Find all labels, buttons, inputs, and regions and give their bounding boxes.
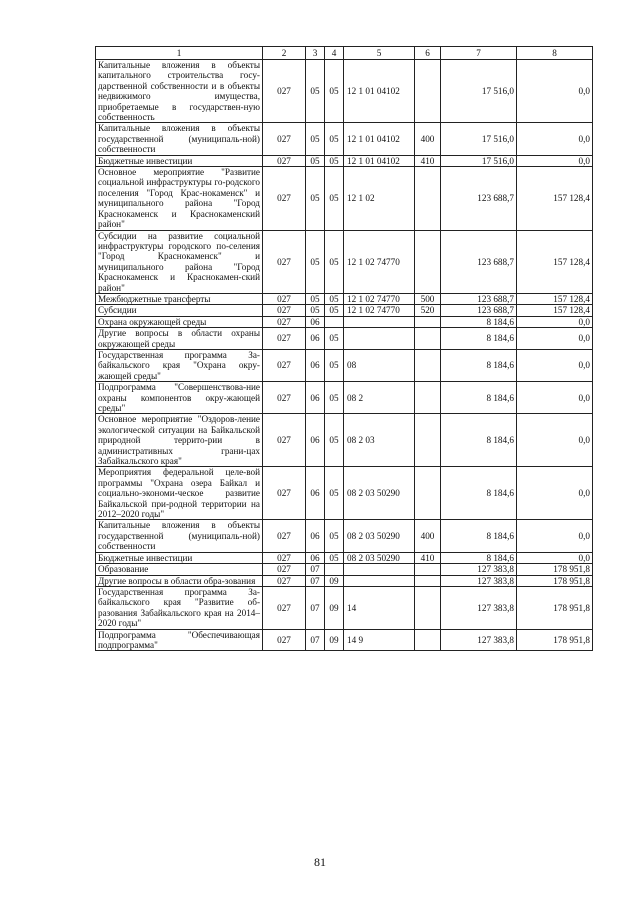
amount-year-2-cell: 0,0 xyxy=(517,467,593,520)
section-code-cell: 06 xyxy=(306,467,325,520)
expense-type-cell xyxy=(415,467,441,520)
amount-year-2-cell: 0,0 xyxy=(517,520,593,552)
amount-year-1-cell: 123 688,7 xyxy=(441,230,517,293)
section-code-cell: 07 xyxy=(306,586,325,629)
section-code-cell: 06 xyxy=(306,552,325,563)
amount-year-1-cell: 17 516,0 xyxy=(441,60,517,123)
subsection-code-cell: 09 xyxy=(325,586,344,629)
grbs-code-cell: 027 xyxy=(263,414,306,467)
expense-type-cell xyxy=(415,564,441,575)
expense-type-cell xyxy=(415,575,441,586)
table-row xyxy=(96,349,593,381)
amount-year-1-cell: 8 184,6 xyxy=(441,520,517,552)
amount-year-2-cell: 178 951,8 xyxy=(517,564,593,575)
row-name-cell: Охрана окружающей среды xyxy=(96,316,263,327)
expense-type-cell xyxy=(415,230,441,293)
row-name-cell: Субсидии xyxy=(96,305,263,316)
section-code-cell: 06 xyxy=(306,414,325,467)
target-article-cell: 12 1 01 04102 xyxy=(344,155,415,166)
row-name-cell: Образование xyxy=(96,564,263,575)
grbs-code-cell: 027 xyxy=(263,349,306,381)
row-name-cell: Капитальные вложения в объекты государственной (муниципаль-ной) собственности xyxy=(96,123,263,155)
expense-type-cell xyxy=(415,328,441,350)
table-row xyxy=(96,230,593,293)
subsection-code-cell: 05 xyxy=(325,293,344,304)
amount-year-2-cell: 0,0 xyxy=(517,349,593,381)
section-code-cell: 05 xyxy=(306,293,325,304)
table-row xyxy=(96,575,593,586)
table-row xyxy=(96,586,593,629)
table-row xyxy=(96,155,593,166)
grbs-code-cell: 027 xyxy=(263,520,306,552)
grbs-code-cell: 027 xyxy=(263,60,306,123)
table-row xyxy=(96,305,593,316)
grbs-code-cell: 027 xyxy=(263,467,306,520)
amount-year-1-cell: 127 383,8 xyxy=(441,586,517,629)
expense-type-cell xyxy=(415,60,441,123)
page-number: 81 xyxy=(314,855,326,869)
amount-year-2-cell: 157 128,4 xyxy=(517,167,593,230)
grbs-code-cell: 027 xyxy=(263,155,306,166)
row-name-cell: Другие вопросы в области обра-зования xyxy=(96,575,263,586)
target-article-cell: 08 2 xyxy=(344,382,415,414)
row-name-cell: Межбюджетные трансферты xyxy=(96,293,263,304)
subsection-code-cell: 05 xyxy=(325,305,344,316)
amount-year-1-cell: 8 184,6 xyxy=(441,316,517,327)
row-name-cell: Мероприятия федеральной целе-вой программы "Охрана озера Байкал и социально-экономи-ческое развитие Байкальской при-родной территории на 2012–2020 годы" xyxy=(96,467,263,520)
section-code-cell: 06 xyxy=(306,520,325,552)
target-article-cell: 12 1 01 04102 xyxy=(344,123,415,155)
target-article-cell: 12 1 01 04102 xyxy=(344,60,415,123)
amount-year-2-cell: 0,0 xyxy=(517,552,593,563)
row-name-cell: Основное мероприятие "Оздоров-ление экологической ситуации на Байкальской природной террито-рии в административных грани-цах Забайкальского края" xyxy=(96,414,263,467)
expense-type-cell xyxy=(415,414,441,467)
amount-year-1-cell: 123 688,7 xyxy=(441,293,517,304)
grbs-code-cell: 027 xyxy=(263,167,306,230)
table-row xyxy=(96,167,593,230)
column-number: 7 xyxy=(441,47,517,60)
amount-year-2-cell: 178 951,8 xyxy=(517,629,593,651)
amount-year-1-cell: 127 383,8 xyxy=(441,575,517,586)
subsection-code-cell: 05 xyxy=(325,230,344,293)
row-name-cell: Государственная программа За-байкальского края "Развитие об-разования Забайкальского края на 2014–2020 годы" xyxy=(96,586,263,629)
table-row xyxy=(96,467,593,520)
table-row xyxy=(96,328,593,350)
amount-year-1-cell: 8 184,6 xyxy=(441,382,517,414)
target-article-cell: 12 1 02 74770 xyxy=(344,305,415,316)
grbs-code-cell: 027 xyxy=(263,305,306,316)
subsection-code-cell: 05 xyxy=(325,167,344,230)
row-name-cell: Подпрограмма "Совершенствова-ние охраны компонентов окру-жающей среды" xyxy=(96,382,263,414)
expense-type-cell: 400 xyxy=(415,123,441,155)
amount-year-1-cell: 8 184,6 xyxy=(441,467,517,520)
amount-year-2-cell: 0,0 xyxy=(517,123,593,155)
section-code-cell: 07 xyxy=(306,575,325,586)
column-number-row xyxy=(96,47,593,60)
target-article-cell xyxy=(344,575,415,586)
grbs-code-cell: 027 xyxy=(263,123,306,155)
row-name-cell: Бюджетные инвестиции xyxy=(96,155,263,166)
expense-type-cell xyxy=(415,629,441,651)
section-code-cell: 05 xyxy=(306,123,325,155)
row-name-cell: Основное мероприятие "Развитие социальной инфраструктуры го-родского поселения "Город Крас-нокаменск" и муниципального района "Город Краснокаменск и Краснокаменский район" xyxy=(96,167,263,230)
target-article-cell xyxy=(344,328,415,350)
amount-year-2-cell: 0,0 xyxy=(517,155,593,166)
target-article-cell: 14 9 xyxy=(344,629,415,651)
amount-year-2-cell: 0,0 xyxy=(517,382,593,414)
section-code-cell: 07 xyxy=(306,564,325,575)
row-name-cell: Другие вопросы в области охраны окружающей среды xyxy=(96,328,263,350)
target-article-cell: 12 1 02 xyxy=(344,167,415,230)
column-number: 6 xyxy=(415,47,441,60)
expense-type-cell xyxy=(415,167,441,230)
section-code-cell: 06 xyxy=(306,349,325,381)
amount-year-2-cell: 157 128,4 xyxy=(517,305,593,316)
target-article-cell: 08 2 03 50290 xyxy=(344,520,415,552)
table-row xyxy=(96,520,593,552)
amount-year-2-cell: 0,0 xyxy=(517,316,593,327)
amount-year-1-cell: 17 516,0 xyxy=(441,123,517,155)
amount-year-2-cell: 178 951,8 xyxy=(517,575,593,586)
amount-year-1-cell: 17 516,0 xyxy=(441,155,517,166)
subsection-code-cell: 05 xyxy=(325,552,344,563)
budget-table xyxy=(95,46,593,651)
grbs-code-cell: 027 xyxy=(263,316,306,327)
section-code-cell: 05 xyxy=(306,167,325,230)
subsection-code-cell: 05 xyxy=(325,520,344,552)
table-row xyxy=(96,123,593,155)
section-code-cell: 06 xyxy=(306,382,325,414)
section-code-cell: 05 xyxy=(306,155,325,166)
expense-type-cell xyxy=(415,586,441,629)
subsection-code-cell: 05 xyxy=(325,382,344,414)
amount-year-1-cell: 127 383,8 xyxy=(441,564,517,575)
amount-year-2-cell: 157 128,4 xyxy=(517,230,593,293)
target-article-cell: 12 1 02 74770 xyxy=(344,230,415,293)
row-name-cell: Подпрограмма "Обеспечивающая подпрограмма" xyxy=(96,629,263,651)
row-name-cell: Бюджетные инвестиции xyxy=(96,552,263,563)
row-name-cell: Капитальные вложения в объекты государственной (муниципаль-ной) собственности xyxy=(96,520,263,552)
subsection-code-cell xyxy=(325,316,344,327)
amount-year-1-cell: 123 688,7 xyxy=(441,305,517,316)
table-row xyxy=(96,564,593,575)
amount-year-1-cell: 123 688,7 xyxy=(441,167,517,230)
target-article-cell: 08 2 03 50290 xyxy=(344,467,415,520)
grbs-code-cell: 027 xyxy=(263,586,306,629)
table-row xyxy=(96,629,593,651)
row-name-cell: Капитальные вложения в объекты капитального строительства госу-дарственной собственности и в объекты недвижимого имущества, приобретаемые в государствен-ную собственность xyxy=(96,60,263,123)
row-name-cell: Государственная программа За-байкальского края "Охрана окру-жающей среды" xyxy=(96,349,263,381)
table-row xyxy=(96,552,593,563)
subsection-code-cell: 05 xyxy=(325,123,344,155)
table-row xyxy=(96,60,593,123)
column-number: 8 xyxy=(517,47,593,60)
subsection-code-cell: 09 xyxy=(325,575,344,586)
grbs-code-cell: 027 xyxy=(263,382,306,414)
target-article-cell: 08 2 03 50290 xyxy=(344,552,415,563)
column-number: 4 xyxy=(325,47,344,60)
section-code-cell: 07 xyxy=(306,629,325,651)
row-name-cell: Субсидии на развитие социальной инфраструктуры городского по-селения "Город Краснокаменск" и муниципального района "Город Краснокаменск и Краснокамен-ский район" xyxy=(96,230,263,293)
column-number: 2 xyxy=(263,47,306,60)
expense-type-cell: 400 xyxy=(415,520,441,552)
column-number: 3 xyxy=(306,47,325,60)
subsection-code-cell: 05 xyxy=(325,60,344,123)
amount-year-1-cell: 127 383,8 xyxy=(441,629,517,651)
amount-year-2-cell: 0,0 xyxy=(517,328,593,350)
table-body xyxy=(96,60,593,651)
grbs-code-cell: 027 xyxy=(263,564,306,575)
section-code-cell: 05 xyxy=(306,230,325,293)
subsection-code-cell xyxy=(325,564,344,575)
amount-year-1-cell: 8 184,6 xyxy=(441,552,517,563)
target-article-cell xyxy=(344,316,415,327)
expense-type-cell: 410 xyxy=(415,552,441,563)
table-row xyxy=(96,414,593,467)
table-row xyxy=(96,316,593,327)
subsection-code-cell: 09 xyxy=(325,629,344,651)
subsection-code-cell: 05 xyxy=(325,155,344,166)
subsection-code-cell: 05 xyxy=(325,414,344,467)
amount-year-1-cell: 8 184,6 xyxy=(441,349,517,381)
target-article-cell: 14 xyxy=(344,586,415,629)
expense-type-cell xyxy=(415,316,441,327)
amount-year-2-cell: 178 951,8 xyxy=(517,586,593,629)
amount-year-2-cell: 157 128,4 xyxy=(517,293,593,304)
section-code-cell: 06 xyxy=(306,316,325,327)
amount-year-2-cell: 0,0 xyxy=(517,60,593,123)
subsection-code-cell: 05 xyxy=(325,467,344,520)
section-code-cell: 05 xyxy=(306,305,325,316)
expense-type-cell: 500 xyxy=(415,293,441,304)
amount-year-1-cell: 8 184,6 xyxy=(441,328,517,350)
grbs-code-cell: 027 xyxy=(263,293,306,304)
subsection-code-cell: 05 xyxy=(325,328,344,350)
target-article-cell xyxy=(344,564,415,575)
grbs-code-cell: 027 xyxy=(263,230,306,293)
table-row xyxy=(96,293,593,304)
target-article-cell: 12 1 02 74770 xyxy=(344,293,415,304)
target-article-cell: 08 xyxy=(344,349,415,381)
subsection-code-cell: 05 xyxy=(325,349,344,381)
column-number: 5 xyxy=(344,47,415,60)
amount-year-1-cell: 8 184,6 xyxy=(441,414,517,467)
expense-type-cell: 410 xyxy=(415,155,441,166)
section-code-cell: 06 xyxy=(306,328,325,350)
expense-type-cell xyxy=(415,349,441,381)
amount-year-2-cell: 0,0 xyxy=(517,414,593,467)
column-number: 1 xyxy=(96,47,263,60)
grbs-code-cell: 027 xyxy=(263,552,306,563)
grbs-code-cell: 027 xyxy=(263,575,306,586)
grbs-code-cell: 027 xyxy=(263,328,306,350)
expense-type-cell xyxy=(415,382,441,414)
section-code-cell: 05 xyxy=(306,60,325,123)
target-article-cell: 08 2 03 xyxy=(344,414,415,467)
expense-type-cell: 520 xyxy=(415,305,441,316)
table-row xyxy=(96,382,593,414)
grbs-code-cell: 027 xyxy=(263,629,306,651)
